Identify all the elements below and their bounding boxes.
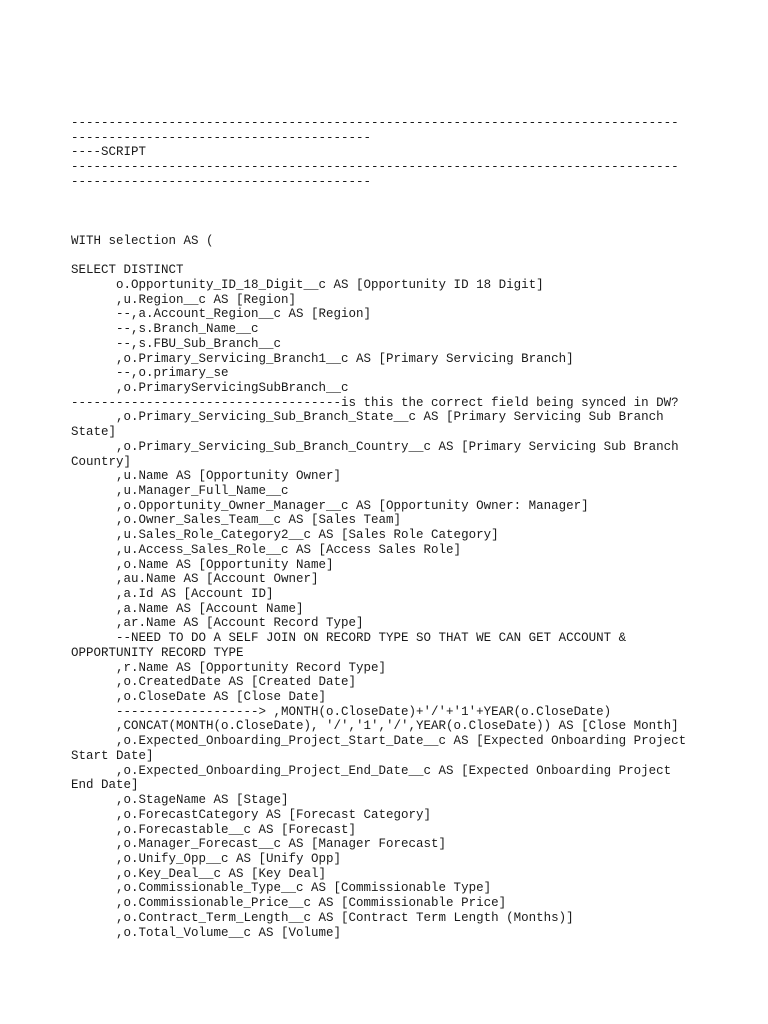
code-line: Start Date] bbox=[71, 748, 154, 763]
code-line: ,u.Name AS [Opportunity Owner] bbox=[71, 469, 342, 484]
code-line: ,o.ForecastCategory AS [Forecast Category] bbox=[71, 807, 432, 822]
code-line: --------------------------------------------------------------------------------- bbox=[71, 116, 679, 130]
code-line: --------------------------------------------------------------------------------- bbox=[71, 160, 679, 175]
code-line: ,ar.Name AS [Account Record Type] bbox=[71, 616, 364, 631]
code-line: ,u.Sales_Role_Category2__c AS [Sales Role Category] bbox=[71, 528, 499, 543]
code-line: ,o.Total_Volume__c AS [Volume] bbox=[71, 925, 342, 940]
code-line: ,a.Name AS [Account Name] bbox=[71, 601, 304, 616]
code-line: --,o.primary_se bbox=[71, 366, 229, 381]
code-line: ,r.Name AS [Opportunity Record Type] bbox=[71, 660, 387, 675]
code-line: ------------------------------------is this the correct field being synced in DW? bbox=[71, 395, 679, 410]
code-line: o.Opportunity_ID_18_Digit__c AS [Opportunity ID 18 Digit] bbox=[71, 277, 544, 292]
code-line: ,u.Access_Sales_Role__c AS [Access Sales Role] bbox=[71, 542, 462, 557]
code-line: ---------------------------------------- bbox=[71, 174, 372, 189]
code-line: SELECT DISTINCT bbox=[71, 263, 184, 278]
code-line: --,a.Account_Region__c AS [Region] bbox=[71, 307, 372, 322]
code-line: ,u.Region__c AS [Region] bbox=[71, 292, 297, 307]
code-line: OPPORTUNITY RECORD TYPE bbox=[71, 645, 244, 660]
code-line: ,o.Unify_Opp__c AS [Unify Opp] bbox=[71, 851, 342, 866]
code-line: ,o.PrimaryServicingSubBranch__c bbox=[71, 380, 349, 395]
code-line: State] bbox=[71, 425, 117, 440]
code-line bbox=[71, 219, 711, 234]
sql-script-text bbox=[71, 116, 711, 940]
code-line: ,o.Primary_Servicing_Sub_Branch_State__c AS [Primary Servicing Sub Branch bbox=[71, 410, 664, 425]
code-line: --NEED TO DO A SELF JOIN ON RECORD TYPE SO THAT WE CAN GET ACCOUNT & bbox=[71, 631, 627, 646]
code-line: ,o.CloseDate AS [Close Date] bbox=[71, 690, 327, 705]
code-line: ,o.Commissionable_Type__c AS [Commissionable Type] bbox=[71, 881, 492, 896]
code-line: ,au.Name AS [Account Owner] bbox=[71, 572, 319, 587]
code-line bbox=[71, 204, 711, 219]
code-line: ,o.Name AS [Opportunity Name] bbox=[71, 557, 334, 572]
code-line: ,o.Owner_Sales_Team__c AS [Sales Team] bbox=[71, 513, 402, 528]
code-line: ,o.Primary_Servicing_Sub_Branch_Country__c AS [Primary Servicing Sub Branch bbox=[71, 439, 679, 454]
code-line: ---------------------------------------- bbox=[71, 130, 372, 145]
code-line: ,u.Manager_Full_Name__c bbox=[71, 483, 289, 498]
code-line: ,o.Manager_Forecast__c AS [Manager Forecast] bbox=[71, 837, 447, 852]
code-line: --,s.FBU_Sub_Branch__c bbox=[71, 336, 282, 351]
code-line: ,o.Key_Deal__c AS [Key Deal] bbox=[71, 866, 327, 881]
code-line: ,o.Opportunity_Owner_Manager__c AS [Opportunity Owner: Manager] bbox=[71, 498, 589, 513]
code-line bbox=[71, 248, 711, 263]
code-line: End Date] bbox=[71, 778, 139, 793]
code-line: ----SCRIPT bbox=[71, 145, 147, 160]
code-line: ,CONCAT(MONTH(o.CloseDate), '/','1','/',YEAR(o.CloseDate)) AS [Close Month] bbox=[71, 719, 679, 734]
code-line: ,o.Expected_Onboarding_Project_End_Date__c AS [Expected Onboarding Project bbox=[71, 763, 672, 778]
code-line: ,o.StageName AS [Stage] bbox=[71, 793, 289, 808]
code-line bbox=[71, 190, 711, 205]
code-line: ,o.CreatedDate AS [Created Date] bbox=[71, 675, 357, 690]
code-line: ,o.Commissionable_Price__c AS [Commissionable Price] bbox=[71, 896, 507, 911]
code-line: --,s.Branch_Name__c bbox=[71, 322, 259, 337]
code-line: ,o.Forecastable__c AS [Forecast] bbox=[71, 822, 357, 837]
code-line: ,o.Primary_Servicing_Branch1__c AS [Primary Servicing Branch] bbox=[71, 351, 574, 366]
code-line: ,a.Id AS [Account ID] bbox=[71, 587, 274, 601]
code-line: ,o.Expected_Onboarding_Project_Start_Date__c AS [Expected Onboarding Project bbox=[71, 734, 687, 749]
code-line: Country] bbox=[71, 454, 132, 469]
code-line: ,o.Contract_Term_Length__c AS [Contract Term Length (Months)] bbox=[71, 910, 574, 925]
code-line: -------------------> ,MONTH(o.CloseDate)+'/'+'1'+YEAR(o.CloseDate) bbox=[71, 704, 612, 719]
code-line: WITH selection AS ( bbox=[71, 233, 214, 248]
